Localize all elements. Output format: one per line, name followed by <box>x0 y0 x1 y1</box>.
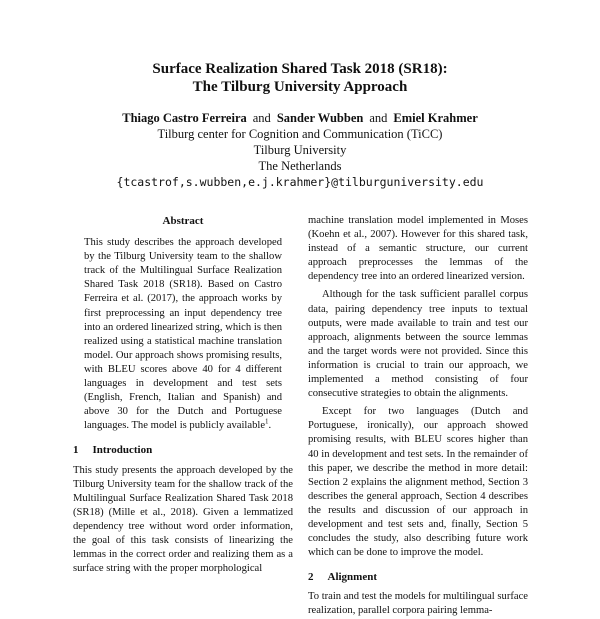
left-column <box>73 214 293 576</box>
section-1-number: 1 <box>73 444 79 457</box>
author-connector: and <box>252 111 271 125</box>
alignment-paragraph: To train and test the models for multilingual surface realization, parallel corpora pairing lemma- <box>308 591 528 617</box>
author-2: Sander Wubben <box>276 111 364 125</box>
title-line-2: The Tilburg University Approach <box>192 79 408 95</box>
right-paragraph-3: Except for two languages (Dutch and Portuguese, ironically), our approach showed promising results, with BLEU scores higher than 40 in development and test sets. In the remainder of this paper, we describe the method in more detail: Section 2 explains the alignment method, Section 3 describes the general approach, Section 4 describes the results and discussion of our approach in development and test sets and, finally, Section 5 concludes the study, also describing future work which can be done to improve the model. <box>308 406 528 559</box>
section-1-heading <box>73 443 293 457</box>
abstract-body: This study describes the approach developed by the Tilburg University team to the shallow track of the Multilingual Surface Realization Shared Task 2018 (SR18). Based on Castro Ferreira et al. (2017), the approach works by first preprocessing an input dependency tree into an ordered linearized string, which is then realized using a statistical machine translation model. Our approach shows promising results, with BLEU scores above 40 for 4 different languages in development and test sets (English, French, Italian and Spanish) and above 30 for the Dutch and Portuguese languages. The model is publicly available <box>84 237 282 432</box>
intro-paragraph: This study presents the approach developed by the Tilburg University team for the shallow track of the Multilingual Surface Realization Shared Task 2018 (SR18) (Mille et al., 2018). Given a lemmatized dependency tree without word order information, the goal of this task consists of linearizing the lemmas in the correct order and realizing them as a surface string with the proper morphological <box>73 464 293 575</box>
section-2-heading <box>308 570 528 584</box>
right-column <box>308 214 528 619</box>
author-connector: and <box>369 111 388 125</box>
affiliation-line-3: The Netherlands <box>258 159 342 173</box>
affiliation-line-1: Tilburg center for Cognition and Communication (TiCC) <box>157 127 443 141</box>
author-names <box>0 110 600 126</box>
right-paragraph-1: machine translation model implemented in Moses (Koehn et al., 2007). However for this shared task, instead of a semantic structure, our current approach preprocesses the lemmas of the dependency tree into an ordered linearized version. <box>308 215 528 283</box>
author-emails: {tcastrof,s.wubben,e.j.krahmer}@tilburguniversity.edu <box>116 175 484 189</box>
author-block <box>0 110 600 190</box>
footnote-marker[interactable]: 1 <box>265 417 269 426</box>
paper-title <box>0 60 600 96</box>
author-3: Emiel Krahmer <box>393 111 478 125</box>
affiliation-line-2: Tilburg University <box>253 143 347 157</box>
section-1-title: Introduction <box>92 444 153 457</box>
author-1: Thiago Castro Ferreira <box>122 111 247 125</box>
title-line-1: Surface Realization Shared Task 2018 (SR18): <box>152 61 448 77</box>
section-2-title: Alignment <box>327 571 377 584</box>
right-paragraph-2: Although for the task sufficient parallel corpus data, pairing dependency tree inputs to textual outputs, were made available to train and test our approach, alignments between the source lemmas and the target words were not provided. Since this information is crucial to train our approach, we implemented a method consisting of four consecutive strategies to obtain the alignments. <box>308 289 528 400</box>
section-2-number: 2 <box>308 571 314 584</box>
abstract-text: This study describes the approach developed by the Tilburg University team to the shallow track of the Multilingual Surface Realization Shared Task 2018 (SR18). Based on Castro Ferreira et al. (2017), the approach works by first preprocessing an input dependency tree into an ordered linearized string, which is then realized using a statistical machine translation model. Our approach shows promising results, with BLEU scores above 40 for 4 different languages in development and test sets (English, French, Italian and Spanish) and above 30 for the Dutch and Portuguese languages. The model is publicly available$^1$. <box>84 237 282 432</box>
abstract-heading: Abstract <box>162 215 204 227</box>
